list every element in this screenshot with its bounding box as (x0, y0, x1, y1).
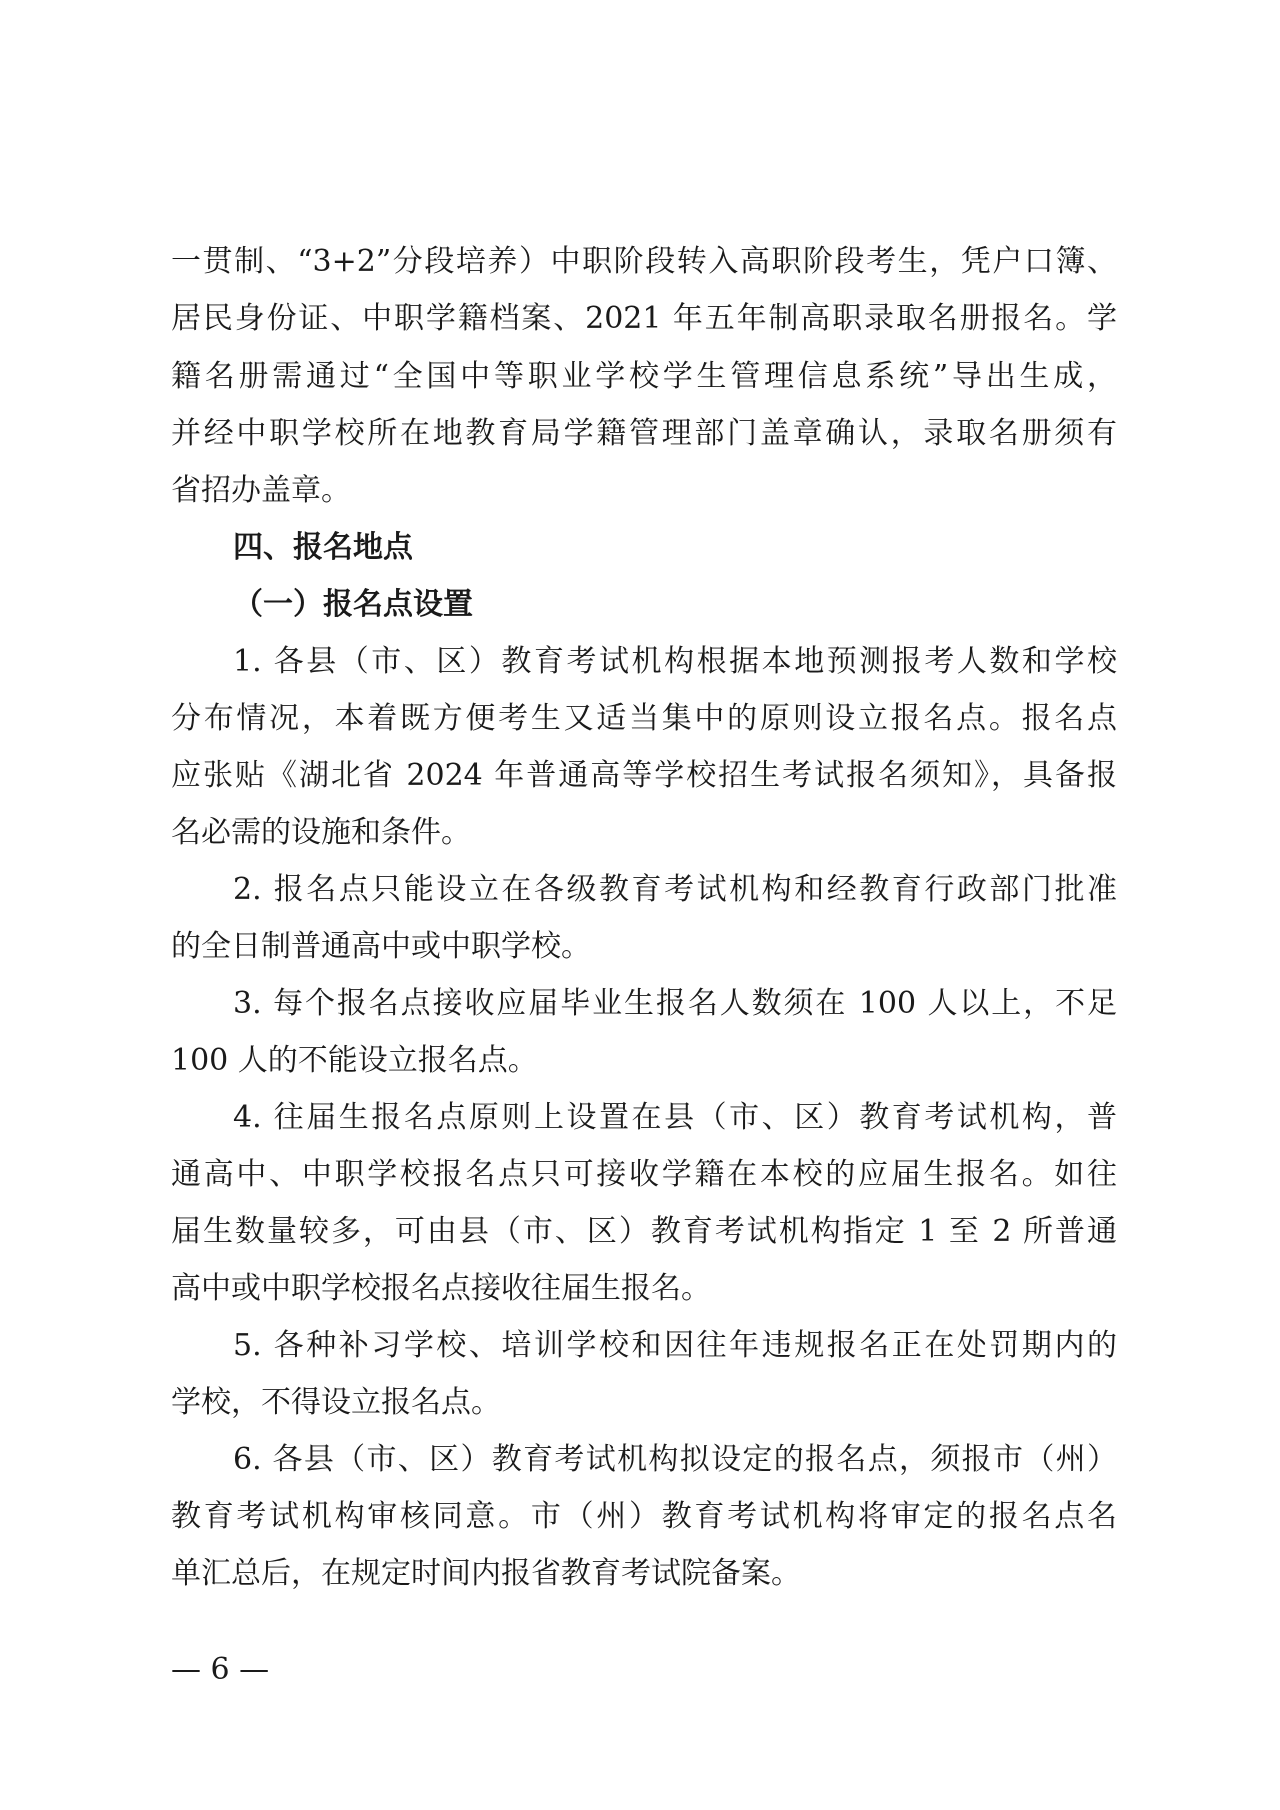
item-2-line: 的全日制普通高中或中职学校。 (171, 929, 591, 964)
paragraph-line: 籍名册需通过“全国中等职业学校学生管理信息系统”导出生成， (171, 359, 1117, 394)
paragraph-line: 一贯制、“3+2”分段培养）中职阶段转入高职阶段考生，凭户口簿、 (171, 244, 1117, 279)
item-1-line: 1. 各县（市、区）教育考试机构根据本地预测报考人数和学校 (233, 644, 1117, 679)
item-2-line: 2. 报名点只能设立在各级教育考试机构和经教育行政部门批准 (233, 872, 1117, 907)
item-5-line: 5. 各种补习学校、培训学校和因往年违规报名正在处罚期内的 (233, 1328, 1117, 1363)
subsection-heading: （一）报名点设置 (233, 587, 473, 622)
item-6-line: 教育考试机构审核同意。市（州）教育考试机构将审定的报名点名 (171, 1499, 1117, 1534)
item-4-line: 通高中、中职学校报名点只可接收学籍在本校的应届生报名。如往 (171, 1157, 1117, 1192)
item-4-line: 4. 往届生报名点原则上设置在县（市、区）教育考试机构，普 (233, 1100, 1117, 1135)
item-1-line: 名必需的设施和条件。 (171, 815, 471, 850)
paragraph-line: 省招办盖章。 (171, 473, 351, 508)
item-3-line: 3. 每个报名点接收应届毕业生报名人数须在 100 人以上，不足 (233, 986, 1117, 1021)
section-heading: 四、报名地点 (233, 530, 413, 565)
item-5-line: 学校，不得设立报名点。 (171, 1385, 501, 1420)
item-3-line: 100 人的不能设立报名点。 (171, 1043, 538, 1078)
page-number: — 6 — (171, 1652, 270, 1687)
item-6-line: 单汇总后，在规定时间内报省教育考试院备案。 (171, 1556, 801, 1591)
paragraph-line: 居民身份证、中职学籍档案、2021 年五年制高职录取名册报名。学 (171, 301, 1117, 336)
item-4-line: 届生数量较多，可由县（市、区）教育考试机构指定 1 至 2 所普通 (171, 1214, 1117, 1249)
item-4-line: 高中或中职学校报名点接收往届生报名。 (171, 1271, 711, 1306)
item-1-line: 应张贴《湖北省 2024 年普通高等学校招生考试报名须知》，具备报 (171, 758, 1117, 793)
item-6-line: 6. 各县（市、区）教育考试机构拟设定的报名点，须报市（州） (233, 1442, 1117, 1477)
item-1-line: 分布情况，本着既方便考生又适当集中的原则设立报名点。报名点 (171, 701, 1117, 736)
paragraph-line: 并经中职学校所在地教育局学籍管理部门盖章确认，录取名册须有 (171, 416, 1117, 451)
